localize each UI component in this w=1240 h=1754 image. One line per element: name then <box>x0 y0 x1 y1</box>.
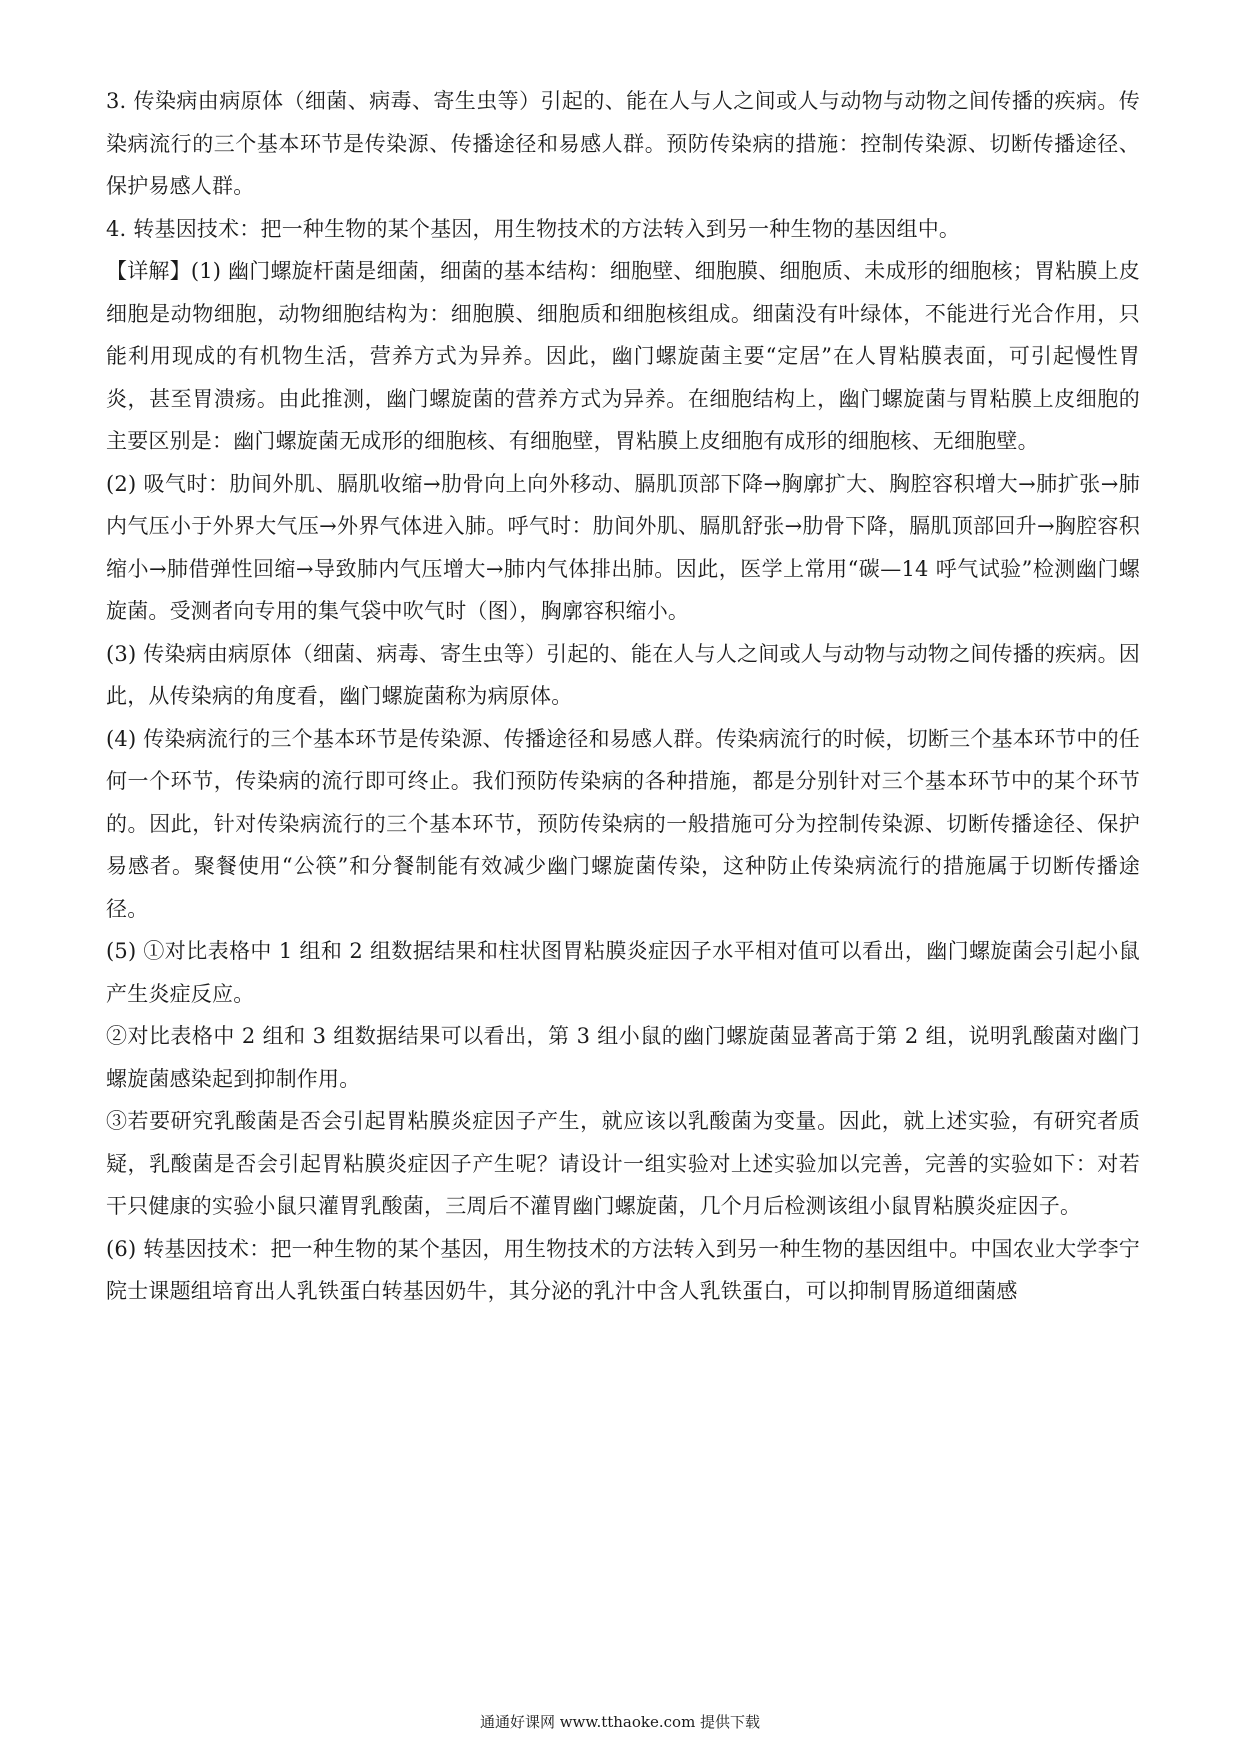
paragraph-detail-4: (4) 传染病流行的三个基本环节是传染源、传播途径和易感人群。传染病流行的时候，切断三个基本环节中的任何一个环节，传染病的流行即可终止。我们预防传染病的各种措施，都是分别针对三个基本环节中的某个环节的。因此，针对传染病流行的三个基本环节，预防传染病的一般措施可分为控制传染源、切断传播途径、保护易感者。聚餐使用“公筷”和分餐制能有效减少幽门螺旋菌传染，这种防止传染病流行的措施属于切断传播途径。 <box>106 726 1140 921</box>
paragraph-detail-5-c: ③若要研究乳酸菌是否会引起胃粘膜炎症因子产生，就应该以乳酸菌为变量。因此，就上述实验，有研究者质疑，乳酸菌是否会引起胃粘膜炎症因子产生呢？请设计一组实验对上述实验加以完善，完善的实验如下：对若干只健康的实验小鼠只灌胃乳酸菌，三周后不灌胃幽门螺旋菌，几个月后检测该组小鼠胃粘膜炎症因子。 <box>106 1109 1140 1218</box>
paragraph-detail-5-b: ②对比表格中 2 组和 3 组数据结果可以看出，第 3 组小鼠的幽门螺旋菌显著高于第 2 组，说明乳酸菌对幽门螺旋菌感染起到抑制作用。 <box>106 1024 1140 1091</box>
document-body <box>106 80 1140 1313</box>
paragraph-detail-1: 【详解】(1) 幽门螺旋杆菌是细菌，细菌的基本结构：细胞壁、细胞膜、细胞质、未成形的细胞核；胃粘膜上皮细胞是动物细胞，动物细胞结构为：细胞膜、细胞质和细胞核组成。细菌没有叶绿体，不能进行光合作用，只能利用现成的有机物生活，营养方式为异养。因此，幽门螺旋菌主要“定居”在人胃粘膜表面，可引起慢性胃炎，甚至胃溃疡。由此推测，幽门螺旋菌的营养方式为异养。在细胞结构上，幽门螺旋菌与胃粘膜上皮细胞的主要区别是：幽门螺旋菌无成形的细胞核、有细胞壁，胃粘膜上皮细胞有成形的细胞核、无细胞壁。 <box>106 259 1140 453</box>
page-footer: 通通好课网 www.tthaoke.com 提供下载 <box>479 1713 761 1731</box>
paragraph-point-3: 3. 传染病由病原体（细菌、病毒、寄生虫等）引起的、能在人与人之间或人与动物与动物之间传播的疾病。传染病流行的三个基本环节是传染源、传播途径和易感人群。预防传染病的措施：控制传染源、切断传播途径、保护易感人群。 <box>106 89 1140 198</box>
paragraph-point-4: 4. 转基因技术：把一种生物的某个基因，用生物技术的方法转入到另一种生物的基因组中。 <box>106 216 961 241</box>
paragraph-detail-3: (3) 传染病由病原体（细菌、病毒、寄生虫等）引起的、能在人与人之间或人与动物与动物之间传播的疾病。因此，从传染病的角度看，幽门螺旋菌称为病原体。 <box>106 641 1140 708</box>
paragraph-detail-5-a: (5) ①对比表格中 1 组和 2 组数据结果和柱状图胃粘膜炎症因子水平相对值可以看出，幽门螺旋菌会引起小鼠产生炎症反应。 <box>106 939 1140 1006</box>
paragraph-detail-2: (2) 吸气时：肋间外肌、膈肌收缩→肋骨向上向外移动、膈肌顶部下降→胸廓扩大、胸腔容积增大→肺扩张→肺内气压小于外界大气压→外界气体进入肺。呼气时：肋间外肌、膈肌舒张→肋骨下降，膈肌顶部回升→胸腔容积缩小→肺借弹性回缩→导致肺内气压增大→肺内气体排出肺。因此，医学上常用“碳—14 呼气试验”检测幽门螺旋菌。受测者向专用的集气袋中吹气时（图），胸廓容积缩小。 <box>106 471 1140 623</box>
paragraph-detail-6: (6) 转基因技术：把一种生物的某个基因，用生物技术的方法转入到另一种生物的基因组中。中国农业大学李宁院士课题组培育出人乳铁蛋白转基因奶牛，其分泌的乳汁中含人乳铁蛋白，可以抑制胃肠道细菌感 <box>106 1236 1140 1303</box>
